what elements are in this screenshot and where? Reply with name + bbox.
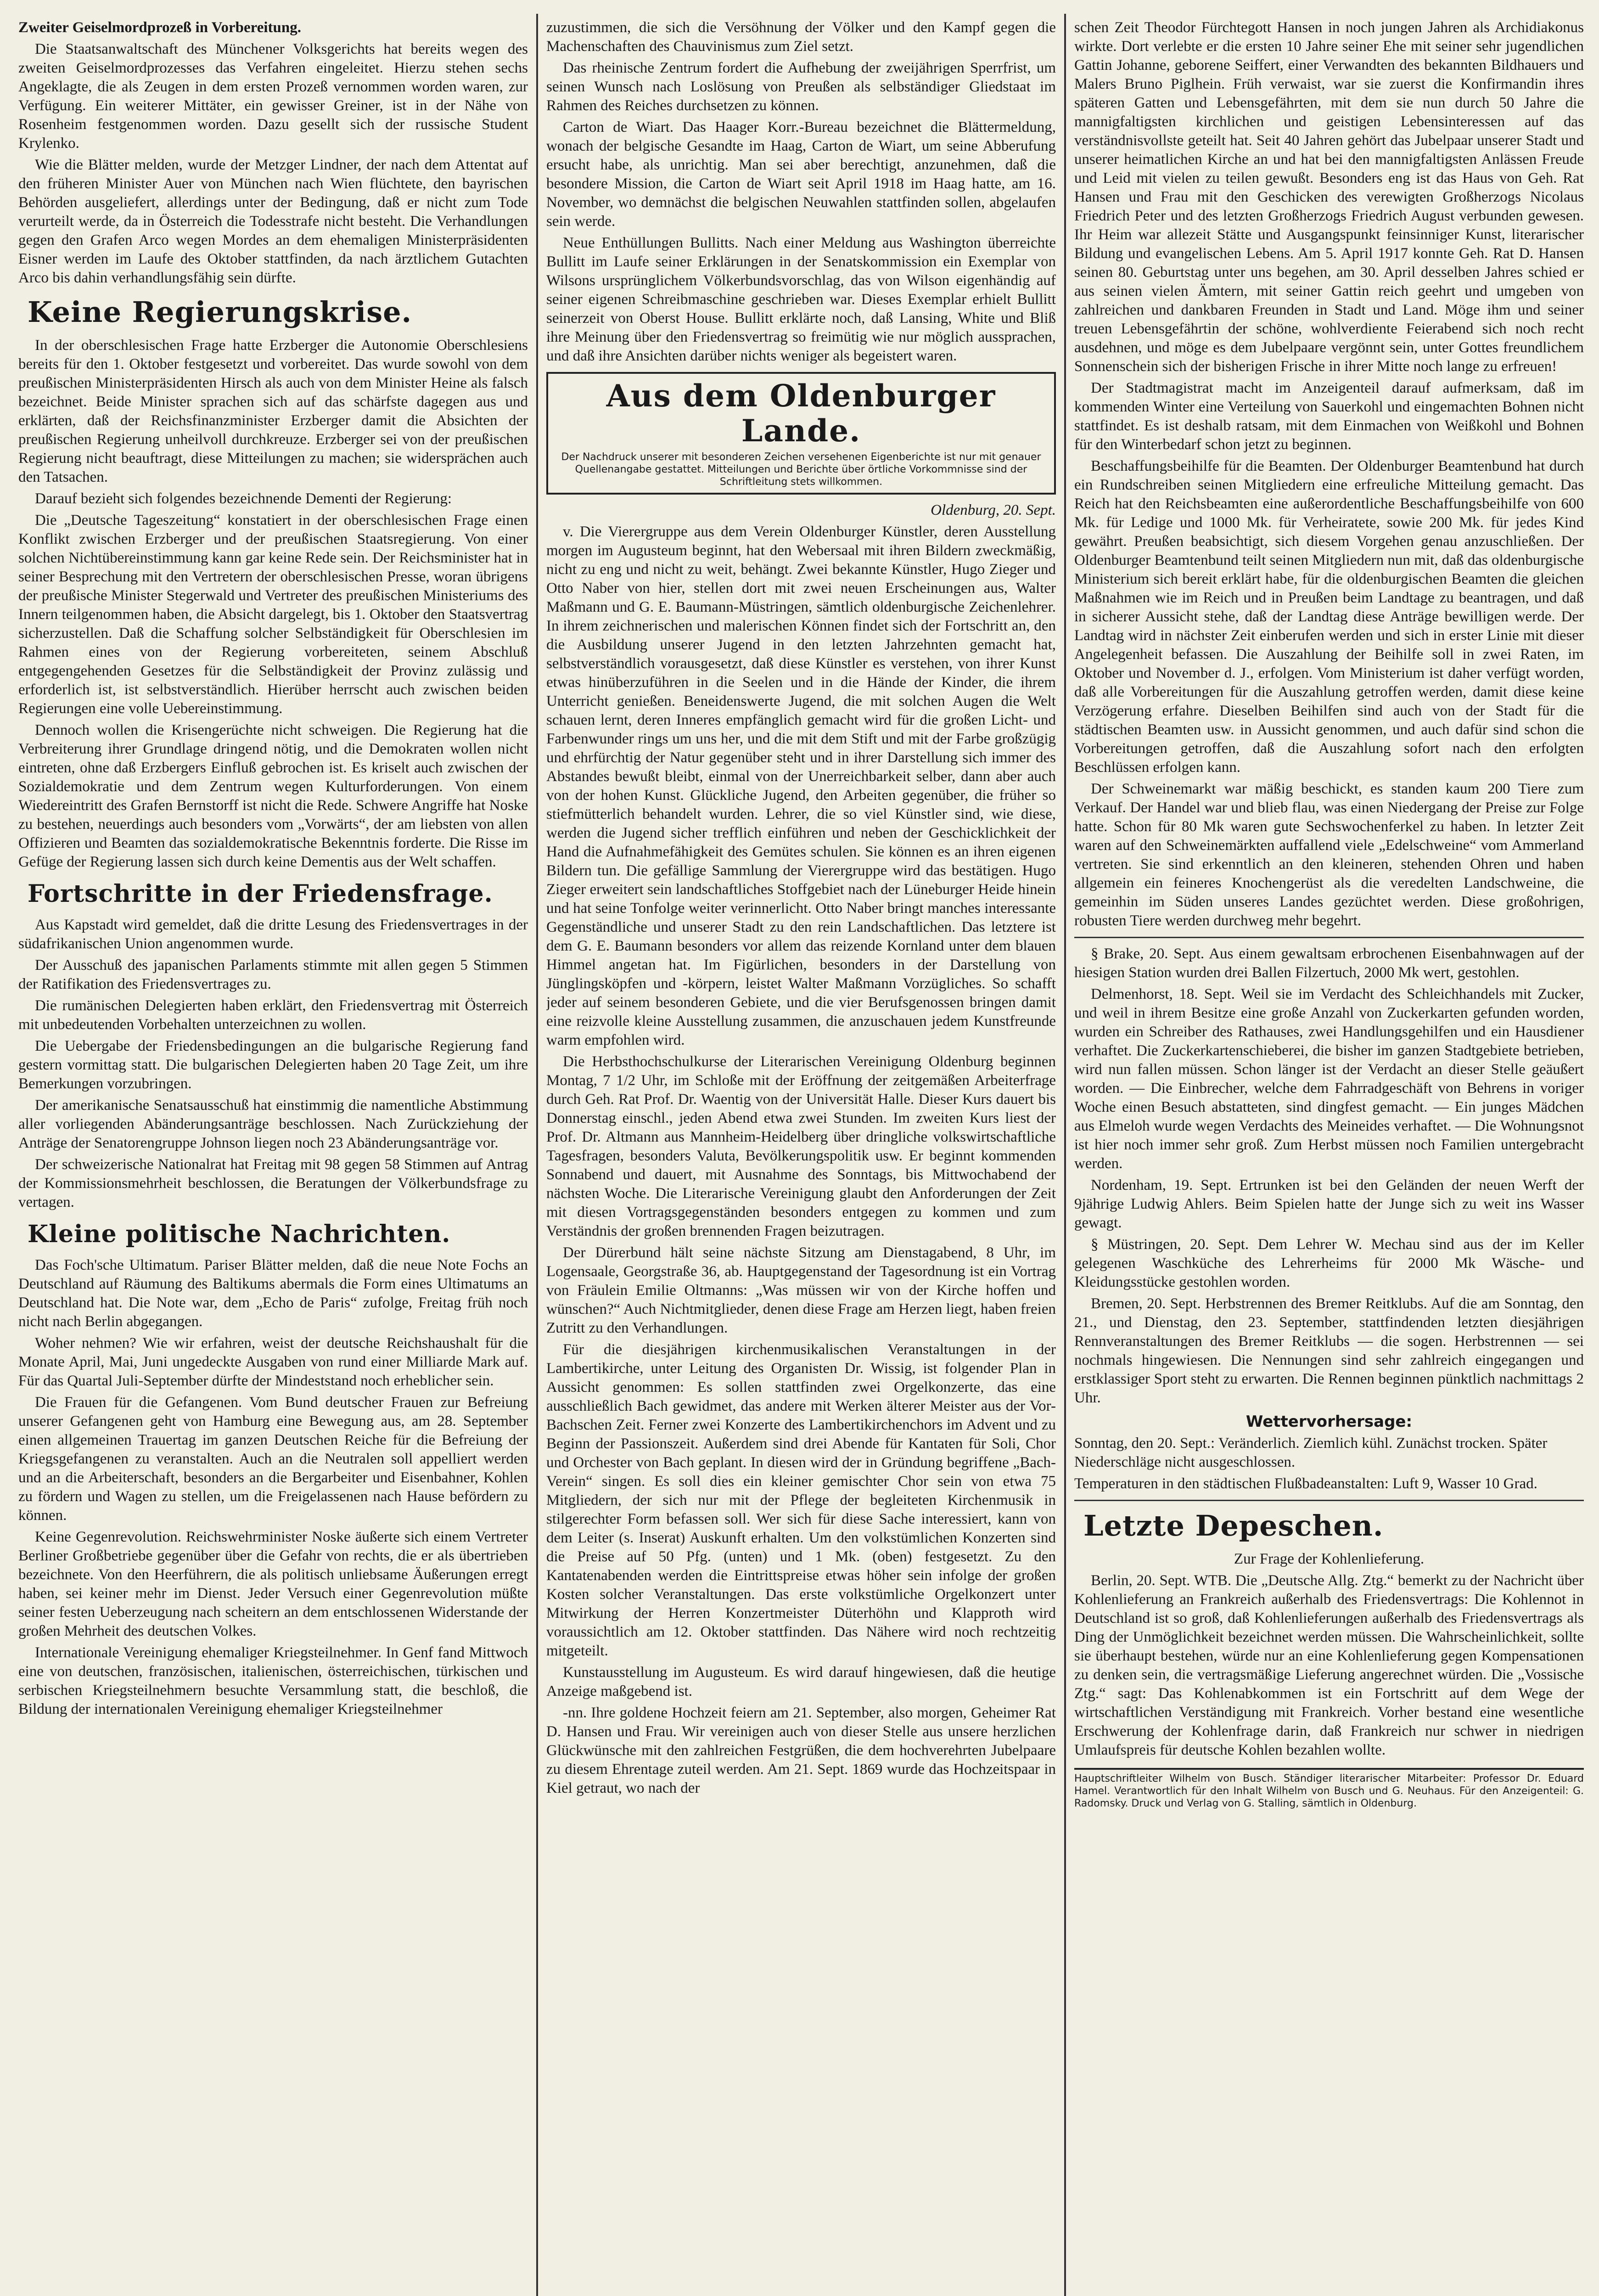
article-heading-inline: Zweiter Geiselmordprozeß in Vorbereitung. [18,19,301,36]
article-paragraph: Carton de Wiart. Das Haager Korr.-Bureau bezeichnet die Blättermeldung, wonach der belgische Gesandte im Haag, Carton de Wiart, um seine Abberufung ersucht habe, als unrichtig. Man sei aber berechtigt, anzunehmen, daß die besondere Mission, die Carton de Wiart seit April 1918 im Haag hatte, am 16. November, wo demnächst die belgischen Neuwahlen stattfinden sollen, abgelaufen sein werde. [546,119,1056,230]
divider [1074,1500,1584,1501]
article-paragraph: Der Dürerbund hält seine nächste Sitzung am Dienstagabend, 8 Uhr, im Logensaale, Georgstraße 36, ab. Hauptgegenstand der Tagesordnung ist ein Vortrag von Fräulein Emilie Oltmanns: „Was müssen wir von der Kirche hoffen und wünschen?“ Auch Nichtmitglieder, denen diese Frage am Herzen liegt, haben freien Zutritt zu den Verhandlungen. [546,1244,1056,1336]
article-paragraph: Die Staatsanwaltschaft des Münchener Volksgerichts hat bereits wegen des zweiten Geiselmordprozesses das Verfahren eingeleitet. Hierzu stehen sechs Angeklagte, die als Zeugen in dem ersten Prozeß vernommen worden waren, zur Verfügung. Ein weiterer Mittäter, ein gewisser Greiner, ist in der Nähe von Rosenheim festgenommen worden. Dazu gesellt sich der russische Student Krylenko. [18,41,528,152]
article-paragraph: Der Schweinemarkt war mäßig beschickt, es standen kaum 200 Tiere zum Verkauf. Der Handel war und blieb flau, was einen Niedergang der Preise zur Folge hatte. Schon für 80 Mk waren gute Sechswochenferkel zu haben. In letzter Zeit waren auf den Schweinemärkten auffallend viele „Edelschweine“ vom Ammerland vertreten. Sie sind erkenntlich an den kleineren, stehenden Ohren und haben allgemein ein feineres Knochengerüst als die veredelten Landschweine, die gemeinhin im Süden unseres Landes gezüchtet werden. Diese großohrigen, robusten Tiere werden durchweg mehr begehrt. [1074,781,1584,929]
weather-forecast [1074,1412,1584,1493]
column-right [1074,18,1584,2296]
section-heading: Letzte Depeschen. [1083,1509,1384,1542]
divider [1074,937,1584,938]
section-heading: Kleine politische Nachrichten. [28,1220,451,1248]
local-news-header-box [546,372,1056,495]
article-subheading: Zur Frage der Kohlenlieferung. [1234,1551,1425,1567]
article-paragraph: Nordenham, 19. Sept. Ertrunken ist bei den Geländen der neuen Werft der 9jährige Ludwig Ahlers. Beim Spielen hatte der Junge sich zu weit ins Wasser gewagt. [1074,1177,1584,1231]
article-paragraph: Der Stadtmagistrat macht im Anzeigenteil darauf aufmerksam, daß im kommenden Winter eine Verteilung von Sauerkohl und eingemachten Bohnen nicht stattfindet. Es ist deshalb ratsam, mit dem Einmachen von Weißkohl und Bohnen für den Winterbedarf schon jetzt zu beginnen. [1074,380,1584,453]
dateline: Oldenburg, 20. Sept. [931,502,1056,518]
article-paragraph: Der Ausschuß des japanischen Parlaments stimmte mit allen gegen 5 Stimmen der Ratifikation des Friedensvertrages zu. [18,957,528,992]
article-paragraph: Darauf bezieht sich folgendes bezeichnende Dementi der Regierung: [35,490,452,507]
article-paragraph: schen Zeit Theodor Fürchtegott Hansen in noch jungen Jahren als Archidiakonus wirkte. Dort verlebte er die ersten 10 Jahre seiner Ehe mit seiner sehr jugendlichen Gattin Johanne, geborene Seiffert, einer Verwandten des bekannten Bildhauers und Malers Bruno Piglhein. Früh verwaist, war sie zuerst die Konfirmandin ihres späteren Gatten und Lebensgefährten, mit dem sie nun durch 50 Jahre die mannigfaltigsten kirchlichen und geistigen Lebensinteressen auf das verständnisvollste geteilt hat. Seit 40 Jahren gehört das Jubelpaar unserer Stadt und unserer heimatlichen Kirche an und hat bei den mannigfaltigsten Anlässen Freude und Leid mit vielen zu teilen gewußt. Besonders eng ist das Haus von Geh. Rat Hansen und Frau mit den Geschicken des verewigten Großherzogs Nicolaus Friedrich Peter und des letzten Großherzogs Friedrich August verbunden gewesen. Ihr Heim war allezeit Stätte und Ausgangspunkt feinsinniger Kunst, literarischer Bildung und evangelischen Lebens. Am 5. April 1917 konnte Geh. Rat D. Hansen seinen 80. Geburtstag unter uns begehen, am 30. April desselben Jahres schied er aus seinen vielen Ämtern, mit seiner Gattin reich geehrt und umgeben von zahlreichen und dankbaren Freunden in Stadt und Land. Möge ihm und seiner treuen Lebensgefährtin der schöne, wohlverdiente Feierabend sich noch recht ausdehnen, und möge es dem Jubelpaare vergönnt sein, unter Gottes freundlichem Sonnenschein sich der bisherigen Frische in ihrer Mitte noch lange zu erfreuen! [1074,19,1584,375]
article-paragraph: Bremen, 20. Sept. Herbstrennen des Bremer Reitklubs. Auf die am Sonntag, den 21., und Dienstag, den 23. September, stattfindenden letzten diesjährigen Rennveranstaltungen des Bremer Reitklubs — die sogen. Herbstrennen — sei nochmals hingewiesen. Die Nennungen sind sehr zahlreich eingegangen und erstklassiger Sport steht zu erwarten. Die Rennen beginnen pünktlich nachmittags 2 Uhr. [1074,1295,1584,1406]
weather-heading: Wettervorhersage: [1246,1412,1413,1431]
article-paragraph: In der oberschlesischen Frage hatte Erzberger die Autonomie Oberschlesiens bereits für den 1. Oktober festgesetzt und vorbereitet. Das wurde sowohl von dem preußischen Ministerpräsidenten Hirsch als auch von dem Minister Heine als falsch bezeichnet. Beide Minister sprachen sich auf das schärfste dagegen aus und erklärten, daß der Reichsfinanzminister Erzberger damit die Absichten der preußischen Regierung unheilvoll durchkreuze. Erzberger sei von der preußischen Regierung nicht beauftragt, diese Mitteilungen zu machen; sie widersprächen auch den Tatsachen. [18,337,528,485]
article-paragraph: Aus Kapstadt wird gemeldet, daß die dritte Lesung des Friedensvertrages in der südafrikanischen Union angenommen wurde. [18,917,528,952]
publisher-credits: Hauptschriftleiter Wilhelm von Busch. Ständiger literarischer Mitarbeiter: Professor Dr. Eduard Hamel. Verantwortlich für den Inhalt Wilhelm von Busch und G. Neuhaus. Für den Anzeigenteil: G. Radomsky. Druck und Verlag von G. Stalling, sämtlich in Oldenburg. [1074,1768,1584,1810]
article-paragraph: -nn. Ihre goldene Hochzeit feiern am 21. September, also morgen, Geheimer Rat D. Hansen und Frau. Wir vereinigen auch von dieser Stelle aus unsere herzlichen Glückwünsche mit den zahlreichen Festgrüßen, die dem hochverehrten Jubelpaare zu diesem Ehrentage zuteil werden. Am 21. Sept. 1869 wurde das Hochzeitspaar in Kiel getraut, wo nach der [546,1705,1056,1796]
column-rule [1064,14,1066,2296]
article-paragraph: Kunstausstellung im Augusteum. Es wird darauf hingewiesen, daß die heutige Anzeige maßgebend ist. [546,1664,1056,1699]
article-paragraph: Internationale Vereinigung ehemaliger Kriegsteilnehmer. In Genf fand Mittwoch eine von deutschen, französischen, italienischen, österreichischen, türkischen und serbischen Kriegsteilnehmern besuchte Versammlung statt, die beschloß, die Bildung der internationalen Vereinigung ehemaliger Kriegsteilnehmer [18,1644,528,1717]
article-paragraph: Die Frauen für die Gefangenen. Vom Bund deutscher Frauen zur Befreiung unserer Gefangenen geht von Hamburg eine Bewegung aus, am 28. September einen allgemeinen Trauertag im ganzen Deutschen Reiche für die Befreiung der Kriegsgefangenen zu veranstalten. Auch an die Neutralen soll appelliert werden und an die Arbeiterschaft, besonders an die Bergarbeiter und Eisenbahner, Kohlen zu fördern und Wagen zu stellen, um die Freigelassenen nach Hause befördern zu können. [18,1394,528,1524]
article-paragraph: v. Die Vierergruppe aus dem Verein Oldenburger Künstler, deren Ausstellung morgen im Augusteum beginnt, hat den Webersaal mit ihren Bildern zweckmäßig, nicht zu eng und nicht zu weit, behängt. Zwei bekannte Künstler, Hugo Zieger und Otto Naber von hier, stellen dort mit zwei neuen Erscheinungen aus, Walter Maßmann und G. E. Baumann-Müstringen, sämtlich oldenburgische Zeichenlehrer. In ihrem zeichnerischen und malerischen Können findet sich der Fortschritt an, den die Ausbildung unserer Jugend in den letzten Jahrzehnten gemacht hat, selbstverständlich vorausgesetzt, daß diese Künstler es verstehen, von ihrer Kunst etwas hinüberzuführen in die Seelen und in die Hände der Kinder, die ihrem Unterricht genießen. Beneidenswerte Jugend, die mit solchen Augen die Welt schauen lernt, deren Inneres empfänglich gemacht wird für die großen Licht- und Farbenwunder rings um uns her, und die mit dem Stift und mit der Farbe großzügig und ehrfürchtig der Natur gegenüber steht und in ihrer Darstellung sich immer des Abstandes bewußt bleibt, einmal von der Unerreichbarkeit selber, dann aber auch von der hohen Kunst. Glückliche Jugend, den Arbeiten gegenüber, die früher so stiefmütterlich behandelt wurden. Lehrer, die so viel Künstler sind, wie diese, werden die Jugend sicher trefflich einführen und neben der Geschicklichkeit der Hand die Aufnahmefähigkeit des Gemütes schulen. Sie können es an ihren eigenen Bildern tun. Die gefällige Sammlung der Vierergruppe wird das bestätigen. Hugo Zieger erweitert sein landschaftliches Stoffgebiet nach der Lüneburger Heide hinein und hat seine Tonfolge weiter verinnerlicht. Otto Naber bringt manches interessante Gegenständliche und unserer Stadt zu den rein Landschaftlichen. Das letztere ist dem G. E. Baumann besonders vor allem das reizende Kornland unter dem blauen Himmel angetan hat. Im Figürlichen, besonders in der Darstellung von Jünglingsköpfen und -körpern, leistet Walter Maßmann Vorzügliches. So schafft jeder auf seinem besonderen Gebiete, und die vier Berufsgenossen bringen damit eine reizvolle kleine Ausstellung zusammen, die anzuschauen jedem Kunstfreunde warm empfohlen wird. [546,523,1056,1048]
section-heading: Fortschritte in der Friedensfrage. [28,880,493,908]
weather-text: Sonntag, den 20. Sept.: Veränderlich. Ziemlich kühl. Zunächst trocken. Später Niederschläge nicht ausgeschlossen. [1074,1435,1548,1470]
section-heading: Keine Regierungskrise. [28,295,412,329]
article-paragraph: Die rumänischen Delegierten haben erklärt, den Friedensvertrag mit Österreich mit unbedeutenden Vorbehalten unterzeichnen zu wollen. [18,997,528,1033]
article-paragraph: Delmenhorst, 18. Sept. Weil sie im Verdacht des Schleichhandels mit Zucker, und weil in ihrem Besitze eine große Anzahl von Zuckerkarten gefunden worden, wurden ein Schreiber des Rathauses, zwei Handlungsgehilfen und ein Hausdiener verhaftet. Die Zuckerkartenschieberei, die bisher im ganzen Stadtgebiete betrieben, wird nun fallen müssen. Schon länger ist der Verdacht an dieser Stelle geäußert worden. — Die Einbrecher, welche dem Fahrradgeschäft von Behrens in voriger Woche einen Besuch abstatteten, sind dingfest gemacht. — Ein junges Mädchen aus Elmeloh wurde wegen Verdachts des Meineides verhaftet. — Die Wohnungsnot ist hier noch immer sehr groß. Zum Herbst müssen noch Familien untergebracht werden. [1074,986,1584,1172]
article-paragraph: Der schweizerische Nationalrat hat Freitag mit 98 gegen 58 Stimmen auf Antrag der Kommissionsmehrheit beschlossen, die Beratungen der Völkerbundsfrage zu vertagen. [18,1156,528,1210]
article-paragraph: § Brake, 20. Sept. Aus einem gewaltsam erbrochenen Eisenbahnwagen auf der hiesigen Station wurden drei Ballen Filzertuch, 2000 Mk wert, gestohlen. [1074,945,1584,981]
article-paragraph: Woher nehmen? Wie wir erfahren, weist der deutsche Reichshaushalt für die Monate April, Mai, Juni ungedeckte Ausgaben von rund einer Milliarde Mark auf. Für das Quartal Juli-September dürfte der Mindeststand noch erheblicher sein. [18,1335,528,1389]
article-paragraph: Dennoch wollen die Krisengerüchte nicht schweigen. Die Regierung hat die Verbreiterung ihrer Grundlage dringend nötig, und die Demokraten wollen nicht eintreten, ohne daß Erzbergers Einfluß gebrochen ist. Es kriselt auch zwischen der Sozialdemokratie und dem Zentrum wegen Kulturforderungen. Von einem Wiedereintritt des Grafen Bernstorff ist nicht die Rede. Schwere Angriffe hat Noske zu bestehen, neuerdings auch besonders vom „Vorwärts“, der am liebsten von allen Offizieren und Beamten das sozialdemokratische Bekenntnis forderte. Die Risse im Gefüge der Regierung lassen sich durch keine Dementis aus der Welt schaffen. [18,722,528,870]
article-paragraph: Für die diesjährigen kirchenmusikalischen Veranstaltungen in der Lambertikirche, unter Leitung des Organisten Dr. Wissig, ist folgender Plan in Aussicht genommen: Es sollen stattfinden zwei Orgelkonzerte, das eine ausschließlich Bach gewidmet, das andere mit Werken älterer Meister aus der Vor-Bachschen Zeit. Ferner zwei Konzerte des Lambertikirchenchors im Advent und zu Beginn der Passionszeit. Außerdem sind drei Abende für Kantaten für Soli, Chor und Orchester von Bach geplant. In diesen wird der in Gründung begriffene „Bach-Verein“ singen. Es soll dies ein kleiner gemischter Chor sein von etwa 75 Mitgliedern, der sich nur mit der Pflege der begleiteten Kirchenmusik in stilgerechter Form befassen soll. Wer sich für diese Sache interessiert, kann von dem Leiter (s. Inserat) Auskunft erhalten. Um den volkstümlichen Konzerten sind die Preise auf 50 Pfg. (unten) und 1 Mk. (oben) festgesetzt. Zu den Kantatenabenden werden die Eintrittspreise etwas höher sein infolge der großen Kosten solcher Veranstaltungen. Das erste volkstümliche Orgelkonzert unter Mitwirkung der Herren Konzertmeister Düterhöhn und Klapproth wird voraussichtlich am 12. Oktober stattfinden. Das Nähere wird noch rechtzeitig mitgeteilt. [546,1341,1056,1659]
article-paragraph: Das Foch'sche Ultimatum. Pariser Blätter melden, daß die neue Note Fochs an Deutschland auf Räumung des Baltikums abermals die Form eines Ultimatums an Deutschland hat. Die Note war, dem „Echo de Paris“ zufolge, Freitag früh noch nicht nach Berlin abgegangen. [18,1257,528,1330]
temperature-text: Temperaturen in den städtischen Flußbadeanstalten: Luft 9, Wasser 10 Grad. [1074,1475,1537,1492]
reprint-notice: Der Nachdruck unserer mit besonderen Zeichen versehenen Eigenberichte ist nur mit genauer Quellenangabe gestattet. Mitteilungen und Berichte über örtliche Vorkommnisse sind der Schriftleitung stets willkommen. [561,451,1041,488]
article-paragraph: zuzustimmen, die sich die Versöhnung der Völker und den Kampf gegen die Machenschaften des Chauvinismus zum Ziel setzt. [546,19,1056,55]
article-paragraph: Die „Deutsche Tageszeitung“ konstatiert in der oberschlesischen Frage einen Konflikt zwischen Erzberger und der preußischen Staatsregierung. Von einer solchen Nichtübereinstimmung kann gar keine Rede sein. Der Reichsminister hat in seiner Besprechung mit den Vertretern der oberschlesischen Presse, woran übrigens der preußische Minister Stegerwald und Vertreter des preußischen Ministeriums des Innern teilgenommen haben, die Absicht dargelegt, bis 1. Oktober den Staatsvertrag sicherzustellen. Daß die Schaffung solcher Selbständigkeit für Oberschlesien im Rahmen eines von der Regierung vorbereiteten, seinem Abschluß entgegengehenden Gesetzes für die Selbständigkeit der Provinz zulässig und erforderlich ist, ist selbstverständlich. Hierüber herrscht auch zwischen beiden Regierungen eine volle Uebereinstimmung. [18,512,528,717]
article-paragraph: Die Uebergabe der Friedensbedingungen an die bulgarische Regierung fand gestern vormittag statt. Die bulgarischen Delegierten haben 20 Tage Zeit, um ihre Bemerkungen vorzubringen. [18,1038,528,1092]
section-heading: Aus dem Oldenburger Lande. [606,378,996,449]
article-paragraph: Der amerikanische Senatsausschuß hat einstimmig die namentliche Abstimmung aller vorliegenden Abänderungsanträge beschlossen. Nach Zurückziehung der Anträge der Senatorengruppe Johnson liegen noch 23 Abänderungsanträge vor. [18,1097,528,1151]
column-rule [536,14,538,2296]
article-paragraph: Neue Enthüllungen Bullitts. Nach einer Meldung aus Washington überreichte Bullitt im Laufe seiner Erklärungen in der Senatskommission ein Exemplar von Wilsons ursprünglichem Völkerbundsvorschlag, das von Wilson eigenhändig auf seiner eigenen Schreibmaschine geschrieben war. Dieses Exemplar erhielt Bullitt seinerzeit von Oberst House. Bullitt erklärte noch, daß Lansing, White und Bliß ihre Meinung über den Friedensvertrag so freimütig wie nur möglich aussprachen, und daß ihre Ansichten darüber nichts weniger als begeistert waren. [546,235,1056,364]
article-paragraph: Das rheinische Zentrum fordert die Aufhebung der zweijährigen Sperrfrist, um seinen Wunsch nach Loslösung von Preußen als selbständiger Gliedstaat im Rahmen des Reiches durchsetzen zu können. [546,60,1056,114]
article-paragraph: Die Herbsthochschulkurse der Literarischen Vereinigung Oldenburg beginnen Montag, 7 1/2 Uhr, im Schloße mit der Eröffnung der zeitgemäßen Arbeiterfrage durch Geh. Rat Prof. Dr. Waentig von der Universität Halle. Dieser Kurs dauert bis Donnerstag einschl., jeden Abend etwa zwei Stunden. Im zweiten Kurs liest der Prof. Dr. Altmann aus Mannheim-Heidelberg über dringliche volkswirtschaftliche Tagesfragen, besonders Valuta, Bevölkerungspolitik usw. Er beginnt kommenden Sonnabend und dauert, mit Ausnahme des Sonntags, bis Mittwochabend der nächsten Woche. Die Literarische Vereinigung glaubt den Anforderungen der Zeit mit diesen Vortragsgegenständen besonders entgegen zu kommen und zum Verständnis der großen brennenden Fragen beizutragen. [546,1053,1056,1239]
article-paragraph: Beschaffungsbeihilfe für die Beamten. Der Oldenburger Beamtenbund hat durch ein Rundschreiben seinen Mitgliedern eine erfreuliche Mitteilung gemacht. Das Reich hat den Reichsbeamten eine außerordentliche Beschaffungsbeihilfe von 600 Mk. für Ledige und 1000 Mk. für Verheiratete, sowie 200 Mk. für jedes Kind gewährt. Preußen beabsichtigt, sich diesem Vorgehen genau anzuschließen. Der Oldenburger Beamtenbund teilt seinen Mitgliedern nun mit, daß das oldenburgische Ministerium sich bereit erklärt habe, für die oldenburgischen Beamten die gleichen Maßnahmen wie im Reich und in Preußen beim Landtage zu beantragen, und daß in sicherer Aussicht stehe, daß der Landtag diese Anträge bewilligen werde. Der Landtag wird in nächster Zeit einberufen werden und sich in erster Linie mit dieser Angelegenheit befassen. Die Auszahlung der Beihilfe soll in zwei Raten, im Oktober und November d. J., erfolgen. Vom Ministerium ist daher verfügt worden, daß alle Vorbereitungen für die Auszahlung getroffen werden, damit diese keine Verzögerung erfahre. Dieselben Beihilfen sind auch von der Stadt für die städtischen Beamten usw. in Aussicht genommen, und auch dafür sind schon die Vorbereitungen getroffen, daß die Auszahlung sofort nach den erfolgten Beschlüssen erfolgen kann. [1074,458,1584,776]
article-paragraph: Keine Gegenrevolution. Reichswehrminister Noske äußerte sich einem Vertreter Berliner Großbetriebe gegenüber über die Gefahr von rechts, die er als übertrieben bezeichnete. Von den Heerführern, die als politisch unliebsame Äußerungen erregt haben, sei keiner mehr im Dienst. Jeder Versuch einer Gegenrevolution müßte seiner festen Ueberzeugung nach scheitern an dem entschlossenen Widerstande der großen Mehrheit des deutschen Volkes. [18,1529,528,1639]
article-paragraph: § Müstringen, 20. Sept. Dem Lehrer W. Mechau sind aus der im Keller gelegenen Waschküche des Lehrerheims für 2000 Mk Wäsche- und Kleidungsstücke gestohlen worden. [1074,1236,1584,1290]
column-left [18,18,528,2296]
column-middle [546,18,1056,2296]
article-paragraph: Berlin, 20. Sept. WTB. Die „Deutsche Allg. Ztg.“ bemerkt zu der Nachricht über Kohlenlieferung an Frankreich außerhalb des Friedensvertrags: Die Kohlennot in Deutschland ist so groß, daß Kohlenlieferungen außerhalb des Friedensvertrags als Ding der Unmöglichkeit bezeichnet werden müssen. Die Wahrscheinlichkeit, sollte sie überhaupt bestehen, würde nur an eine Kohlenlieferung gegen Kompensationen zu denken sein, die vertragsmäßige Lieferung angerechnet würden. Die „Vossische Ztg.“ sagt: Das Kohlenabkommen ist ein Fortschritt auf dem Wege der wirtschaftlichen Verständigung mit Frankreich. Vorher bestand eine wesentliche Erschwerung der Kohlenfrage darin, daß Frankreich nur schwer in niedrigen Umlaufspreis für deutsche Kohlen bezahlen wollte. [1074,1572,1584,1758]
article-paragraph: Wie die Blätter melden, wurde der Metzger Lindner, der nach dem Attentat auf den früheren Minister Auer von München nach Wien flüchtete, den bayrischen Behörden ausgeliefert, allerdings unter der Bedingung, daß er nicht zum Tode verurteilt werde, da in Österreich die Todesstrafe nicht besteht. Die Verhandlungen gegen den Grafen Arco wegen Mordes an dem ehemaligen Ministerpräsidenten Eisner werden im Laufe des Oktober stattfinden, da nach ärztlichem Gutachten Arco bis dahin verhandlungsfähig sein dürfte. [18,157,528,286]
